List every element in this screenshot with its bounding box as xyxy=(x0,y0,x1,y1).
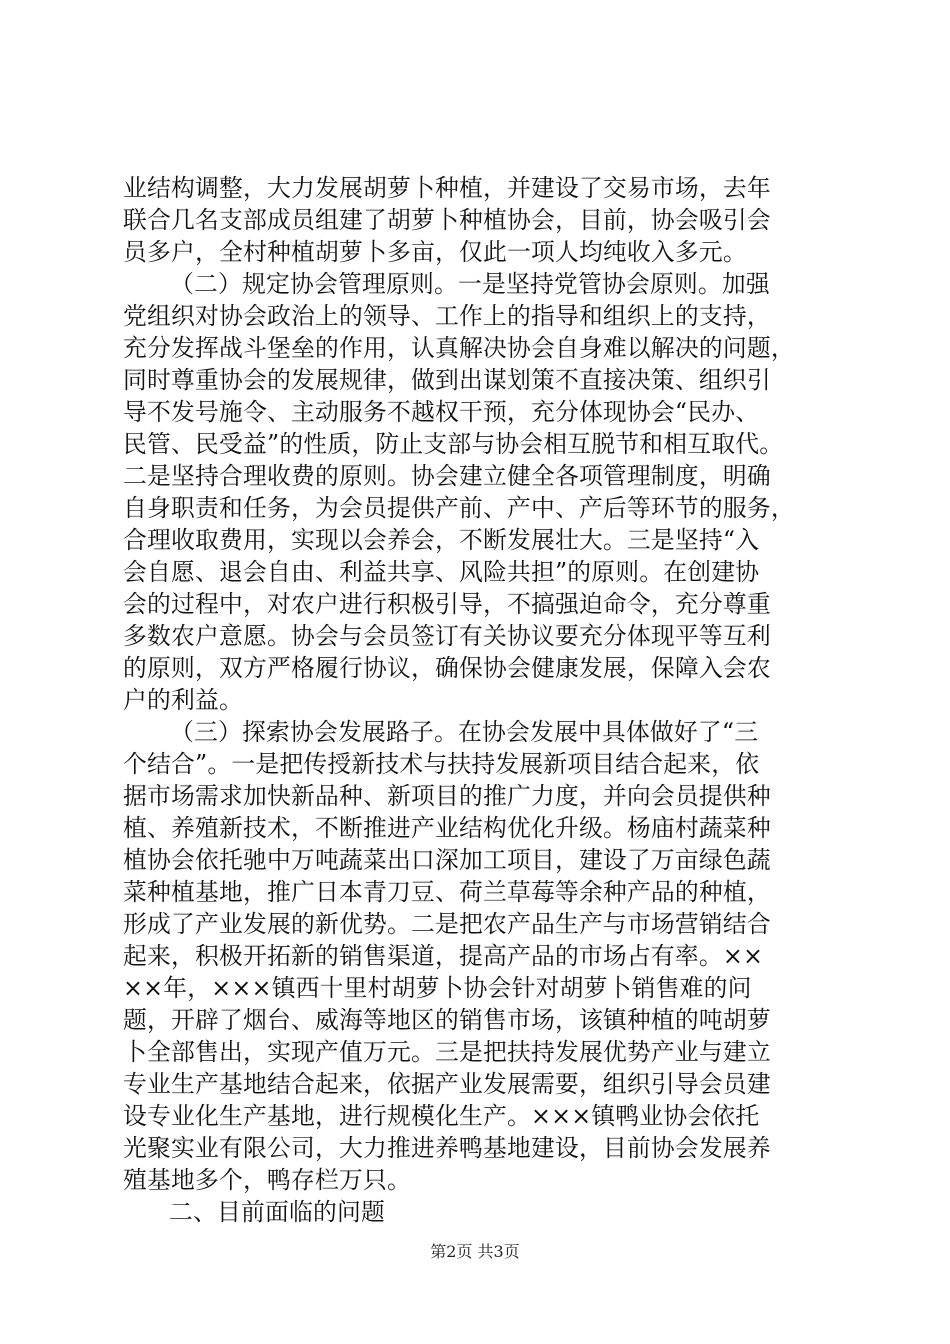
paragraph-start-line: （三）探索协会发展路子。在协会发展中具体做好了“三 xyxy=(170,718,759,746)
text-line: 植、养殖新技术，不断推进产业结构优化升级。杨庙村蔬菜种 xyxy=(123,814,771,842)
text-line: 多数农户意愿。协会与会员签订有关协议要充分体现平等互利 xyxy=(123,622,771,650)
text-line: 光聚实业有限公司，大力推进养鸭基地建设，目前协会发展养 xyxy=(123,1134,771,1162)
text-line: 合理收取费用，实现以会养会，不断发展壮大。三是坚持“入 xyxy=(123,526,760,554)
text-line: 个结合”。一是把传授新技术与扶持发展新项目结合起来，依 xyxy=(123,750,760,778)
text-line: 植协会依托驰中万吨蔬菜出口深加工项目，建设了万亩绿色蔬 xyxy=(123,846,771,874)
text-line: 自身职责和任务，为会员提供产前、产中、产后等环节的服务， xyxy=(123,494,795,522)
text-line: 户的利益。 xyxy=(123,686,243,714)
text-line: 的原则，双方严格履行协议，确保协会健康发展，保障入会农 xyxy=(123,654,771,682)
document-body xyxy=(123,172,849,1228)
text-line: 题，开辟了烟台、威海等地区的销售市场，该镇种植的吨胡萝 xyxy=(123,1006,771,1034)
page-number-footer: 第2页 共3页 xyxy=(430,1242,520,1261)
text-line: 联合几名支部成员组建了胡萝卜种植协会，目前，协会吸引会 xyxy=(123,206,771,234)
text-line: 据市场需求加快新品种、新项目的推广力度，并向会员提供种 xyxy=(123,782,771,810)
text-line: 殖基地多个，鸭存栏万只。 xyxy=(123,1166,411,1194)
text-line: 专业生产基地结合起来，依据产业发展需要，组织引导会员建 xyxy=(123,1070,771,1098)
text-line: 卜全部售出，实现产值万元。三是把扶持发展优势产业与建立 xyxy=(123,1038,771,1066)
text-line: 形成了产业发展的新优势。二是把农产品生产与市场营销结合 xyxy=(123,910,771,938)
text-line: 同时尊重协会的发展规律，做到出谋划策不直接决策、组织引 xyxy=(123,366,771,394)
text-line: 民管、民受益”的性质，防止支部与协会相互脱节和相互取代。 xyxy=(123,430,784,458)
section-heading: 二、目前面临的问题 xyxy=(169,1198,385,1226)
text-line: 二是坚持合理收费的原则。协会建立健全各项管理制度，明确 xyxy=(123,462,771,490)
text-line: 起来，积极开拓新的销售渠道，提高产品的市场占有率。×× xyxy=(123,942,764,970)
text-line: ××年，×××镇西十里村胡萝卜协会针对胡萝卜销售难的问 xyxy=(123,974,752,1002)
paragraph-start-line: （二）规定协会管理原则。一是坚持党管协会原则。加强 xyxy=(170,270,770,298)
text-line: 业结构调整，大力发展胡萝卜种植，并建设了交易市场，去年 xyxy=(123,174,771,202)
text-line: 会的过程中，对农户进行积极引导，不搞强迫命令，充分尊重 xyxy=(123,590,771,618)
text-line: 员多户，全村种植胡萝卜多亩，仅此一项人均纯收入多元。 xyxy=(123,238,747,266)
text-line: 导不发号施令、主动服务不越权干预，充分体现协会“民办、 xyxy=(123,398,760,426)
text-line: 菜种植基地，推广日本青刀豆、荷兰草莓等余种产品的种植， xyxy=(123,878,771,906)
text-line: 党组织对协会政治上的领导、工作上的指导和组织上的支持， xyxy=(123,302,771,330)
text-line: 设专业化生产基地，进行规模化生产。×××镇鸭业协会依托 xyxy=(123,1102,760,1130)
text-line: 充分发挥战斗堡垒的作用，认真解决协会自身难以解决的问题， xyxy=(123,334,795,362)
text-line: 会自愿、退会自由、利益共享、风险共担”的原则。在创建协 xyxy=(123,558,760,586)
